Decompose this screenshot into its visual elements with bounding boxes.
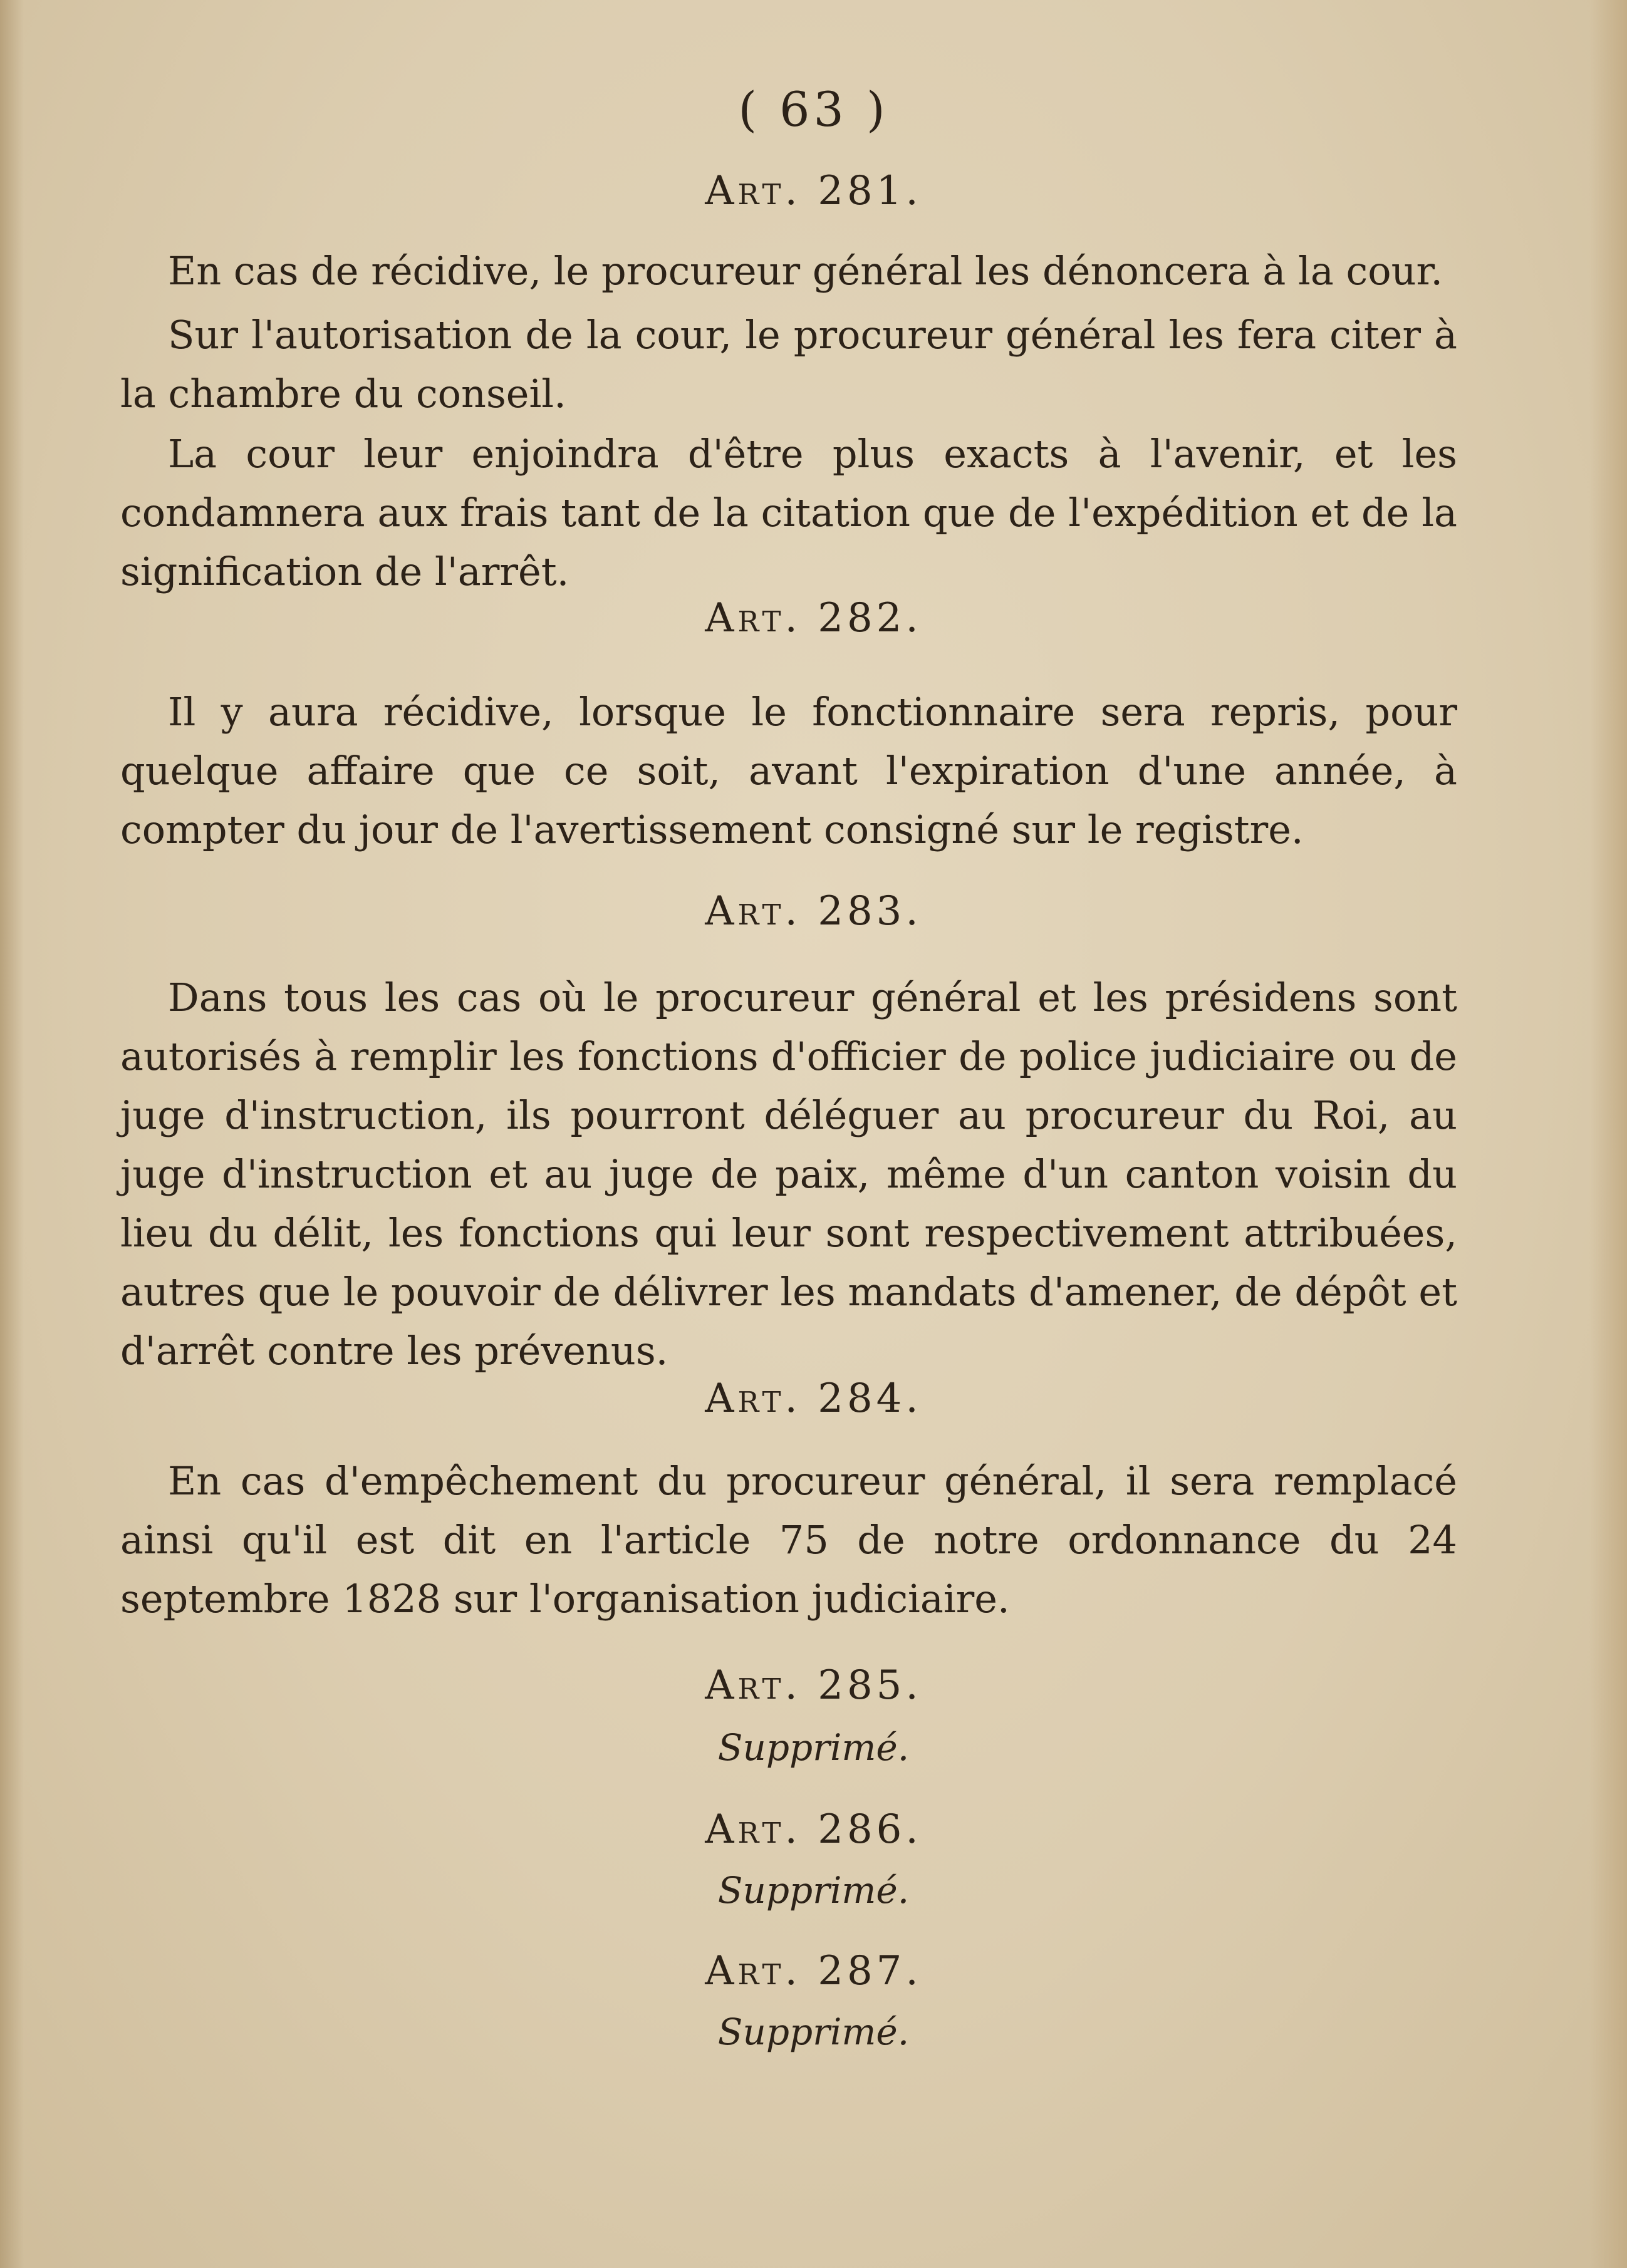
article-283-paragraph-1: Dans tous les cas où le procureur général et les présidens sont autorisés à remplir les fonctions d'officier de police judiciaire ou de juge d'instruction, ils pourront déléguer au procureur du Roi, au juge d'instruction et au juge de paix, même d'un canton voisin du lieu du délit, les fonctions qui leur sont respectivement attribuées, autres que le pouvoir de délivrer les mandats d'amener, de dépôt et d'arrêt contre les prévenus. — [120, 975, 1457, 1374]
article-283-heading: Art. 283. — [705, 888, 922, 935]
article-281-paragraph-2: Sur l'autorisation de la cour, le procureur général les fera citer à la chambre du conseil. — [120, 312, 1457, 417]
page-edge-right — [1589, 0, 1627, 2268]
page-edge-left — [0, 0, 24, 2268]
article-286-note: Supprimé. — [717, 1869, 910, 1912]
article-282-heading: Art. 282. — [705, 595, 922, 641]
article-284-heading: Art. 284. — [705, 1375, 922, 1422]
article-281-paragraph-1: En cas de récidive, le procureur général les dénoncera à la cour. — [168, 248, 1443, 294]
article-281-paragraph-3: La cour leur enjoindra d'être plus exacts à l'avenir, et les condamnera aux frais tant de la citation que de l'expédition et de la signification de l'arrêt. — [120, 431, 1457, 594]
article-287-heading: Art. 287. — [705, 1948, 922, 1994]
article-285-heading: Art. 285. — [705, 1662, 922, 1709]
article-286-heading: Art. 286. — [705, 1806, 922, 1853]
page-number: ( 63 ) — [738, 81, 889, 137]
article-287-note: Supprimé. — [717, 2011, 910, 2053]
article-281-heading: Art. 281. — [705, 168, 922, 214]
article-284-paragraph-1: En cas d'empêchement du procureur général, il sera remplacé ainsi qu'il est dit en l'article 75 de notre ordonnance du 24 septembre 1828 sur l'organisation judiciaire. — [120, 1458, 1457, 1622]
article-282-paragraph-1: Il y aura récidive, lorsque le fonctionnaire sera repris, pour quelque affaire que ce soit, avant l'expiration d'une année, à compter du jour de l'avertissement consigné sur le registre. — [120, 689, 1457, 852]
article-285-note: Supprimé. — [717, 1726, 910, 1769]
